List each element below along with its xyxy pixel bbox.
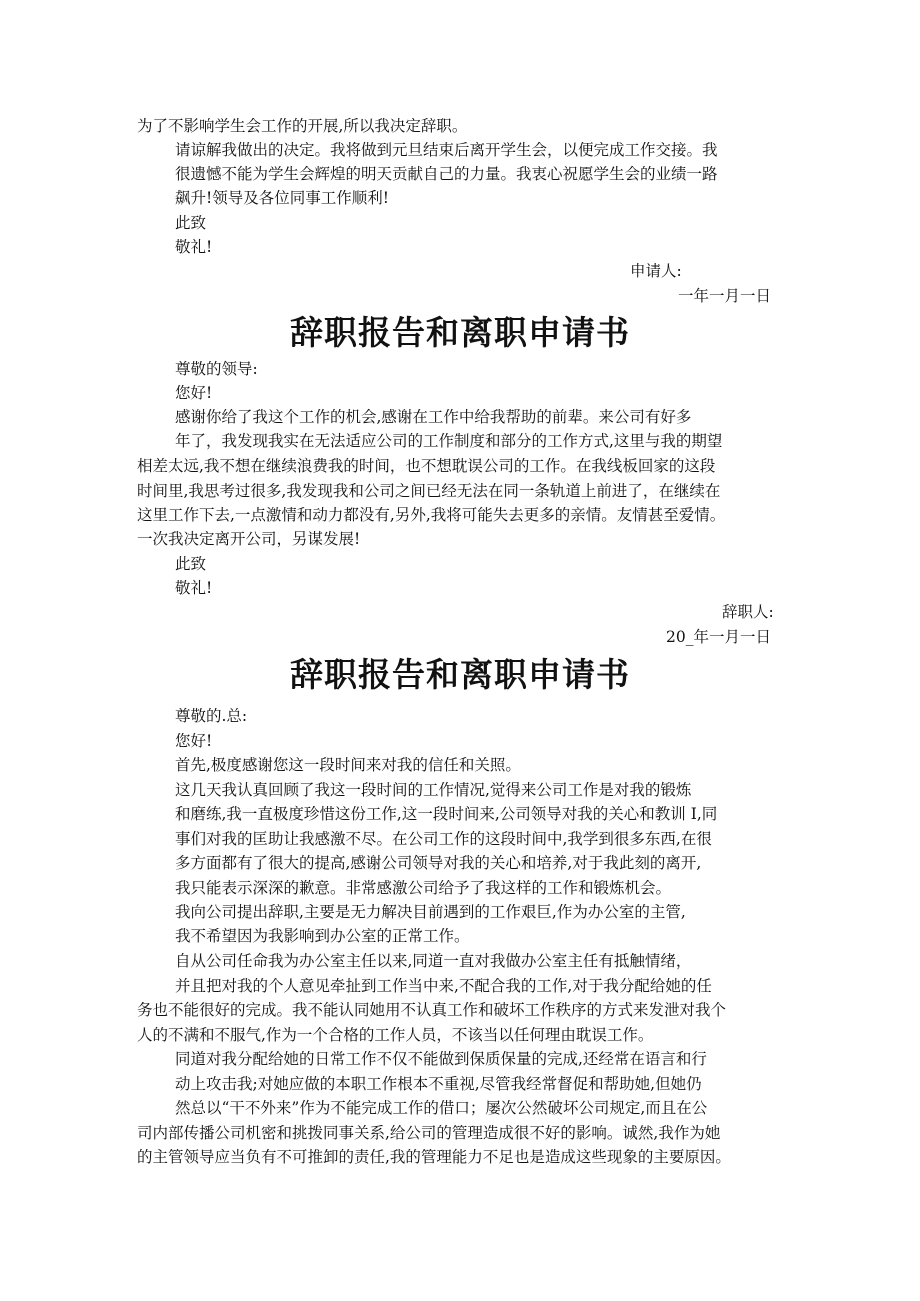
text-line: 同道对我分配给她的日常工作不仅不能做到保质保量的完成,还经常在语言和行 xyxy=(175,1050,707,1068)
text-line: 多方面都有了很大的提高,感谢公司领导对我的关心和培养,对于我此刻的离开, xyxy=(175,854,702,872)
text-line: 年了，我发现我实在无法适应公司的工作制度和部分的工作方式,这里与我的期望 xyxy=(175,432,723,450)
text-line: 首先,极度感谢您这一段时间来对我的信任和关照。 xyxy=(175,756,521,774)
text-line: 为了不影响学生会工作的开展,所以我决定辞职。 xyxy=(137,117,468,135)
text-line: 然总以“干不外来”作为不能完成工作的借口；屡次公然破坏公司规定,而且在公 xyxy=(175,1099,708,1117)
salutation-line: 敬礼! xyxy=(175,238,213,256)
greeting-line: 尊敬的领导: xyxy=(175,360,258,378)
text-line: 感谢你给了我这个工作的机会,感谢在工作中给我帮助的前辈。来公司有好多 xyxy=(175,408,692,426)
document-title: 辞职报告和离职申请书 xyxy=(290,313,630,352)
text-line: 的主管领导应当负有不可推卸的责任,我的管理能力不足也是造成这些现象的主要原因。 xyxy=(137,1148,731,1166)
text-line: 我向公司提出辞职,主要是无力解决目前遇到的工作艰巨,作为办公室的主管, xyxy=(175,903,686,921)
text-line: 这里工作下去,一点激情和动力都没有,另外,我将可能失去更多的亲情。友情甚至爱情。 xyxy=(137,506,726,524)
signer-label: 申请人: xyxy=(630,262,682,280)
salutation-line: 敬礼! xyxy=(175,579,213,597)
closing-line: 此致 xyxy=(175,555,207,573)
text-line: 请谅解我做出的决定。我将做到元旦结束后离开学生会，以便完成工作交接。我 xyxy=(175,141,718,159)
text-line: 司内部传播公司机密和挑拨同事关系,给公司的管理造成很不好的影响。诚然,我作为她 xyxy=(137,1124,721,1142)
text-line: 动上攻击我;对她应做的本职工作根本不重视,尽管我经常督促和帮助她,但她仍 xyxy=(175,1075,702,1093)
text-line: 和磨练,我一直极度珍惜这份工作,这一段时间来,公司领导对我的关心和教训 I,同 xyxy=(175,805,718,823)
text-line: 这几天我认真回顾了我这一段时间的工作情况,觉得来公司工作是对我的锻炼 xyxy=(175,781,692,799)
greeting-line: 您好! xyxy=(175,732,213,750)
document-title: 辞职报告和离职申请书 xyxy=(290,655,630,694)
signer-label: 辞职人: xyxy=(722,603,774,621)
text-line: 事们对我的匡助让我感激不尽。在公司工作的这段时间中,我学到很多东西,在很 xyxy=(175,830,712,848)
greeting-line: 尊敬的.总: xyxy=(175,707,248,725)
date-line: 20_年一月一日 xyxy=(666,628,771,646)
text-line: 务也不能很好的完成。我不能认同她用不认真工作和破坏工作秩序的方式来发泄对我个 xyxy=(137,1001,727,1019)
text-line: 飙升!领导及各位同事工作顺利! xyxy=(175,189,389,207)
text-line: 自从公司任命我为办公室主任以来,同道一直对我做办公室主任有抵触情绪， xyxy=(175,952,692,970)
closing-line: 此致 xyxy=(175,214,207,232)
text-line: 并且把对我的个人意见牵扯到工作当中来,不配合我的工作,对于我分配给她的任 xyxy=(175,977,712,995)
text-line: 相差太远,我不想在继续浪费我的时间，也不想耽误公司的工作。在我线板回家的这段 xyxy=(137,457,716,475)
text-line: 我不希望因为我影响到办公室的正常工作。 xyxy=(175,927,470,945)
date-line: 一年一月一日 xyxy=(678,287,772,305)
text-line: 时间里,我思考过很多,我发现我和公司之间已经无法在同一条轨道上前进了，在继续在 xyxy=(137,482,721,500)
text-line: 很遗憾不能为学生会辉煌的明天贡献自己的力量。我衷心祝愿学生会的业绩一路 xyxy=(175,165,718,183)
greeting-line: 您好! xyxy=(175,384,213,402)
text-line: 一次我决定离开公司，另谋发展! xyxy=(137,530,361,548)
text-line: 人的不满和不服气,作为一个合格的工作人员，不该当以任何理由耽误工作。 xyxy=(137,1026,654,1044)
text-line: 我只能表示深深的歉意。非常感激公司给予了我这样的工作和锻炼机会。 xyxy=(175,879,672,897)
